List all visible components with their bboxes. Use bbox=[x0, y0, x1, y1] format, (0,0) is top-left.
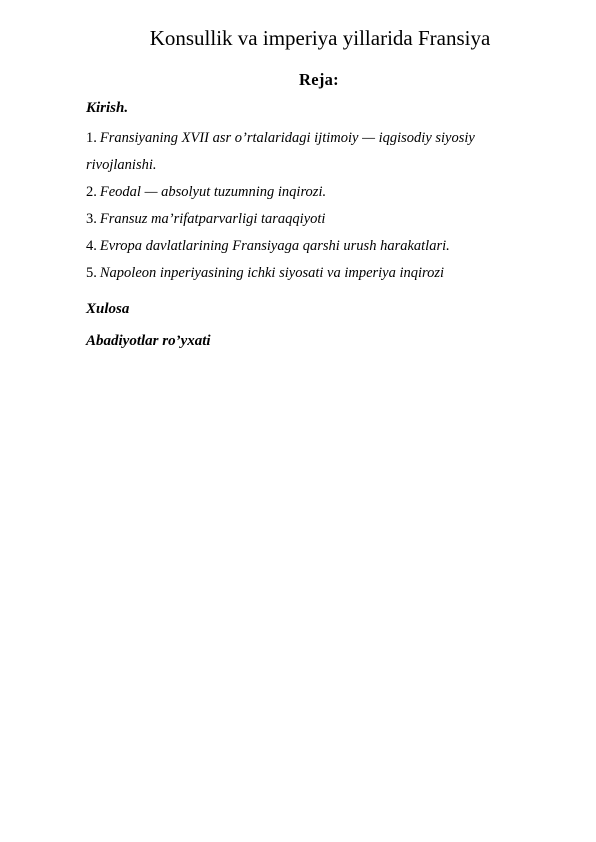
intro-heading: Kirish. bbox=[86, 100, 129, 116]
references-heading: Abadiyotlar ro’yxati bbox=[86, 333, 211, 349]
plan-item-number: 2. bbox=[86, 184, 97, 200]
plan-item-text: Feodal — absolyut tuzumning inqirozi. bbox=[99, 184, 327, 200]
plan-item-4 bbox=[86, 233, 526, 260]
plan-item-text: Fransuz ma’rifatparvarligi taraqqiyoti bbox=[99, 211, 326, 227]
plan-item-number: 5. bbox=[86, 265, 97, 281]
plan-heading: Reja: bbox=[299, 70, 339, 89]
plan-item-number: 3. bbox=[86, 211, 97, 227]
conclusion-heading: Xulosa bbox=[86, 301, 130, 317]
plan-item-3 bbox=[86, 206, 526, 233]
plan-item-2 bbox=[86, 179, 526, 206]
plan-item-text: Evropa davlatlarining Fransiyaga qarshi urush harakatlari. bbox=[99, 238, 450, 254]
plan-item-text: Napoleon inperiyasining ichki siyosati va imperiya inqirozi bbox=[99, 265, 445, 281]
plan-item-number: 1. bbox=[86, 130, 97, 146]
plan-item-5 bbox=[86, 260, 526, 287]
plan-list bbox=[86, 125, 526, 287]
plan-item-text: Fransiyaning XVII asr o’rtalaridagi ijtimoiy — iqgisodiy siyosiy rivojlanishi. bbox=[86, 130, 475, 173]
plan-item-1 bbox=[86, 125, 526, 179]
plan-item-number: 4. bbox=[86, 238, 97, 254]
document-title: Konsullik va imperiya yillarida Fransiya bbox=[149, 26, 491, 50]
